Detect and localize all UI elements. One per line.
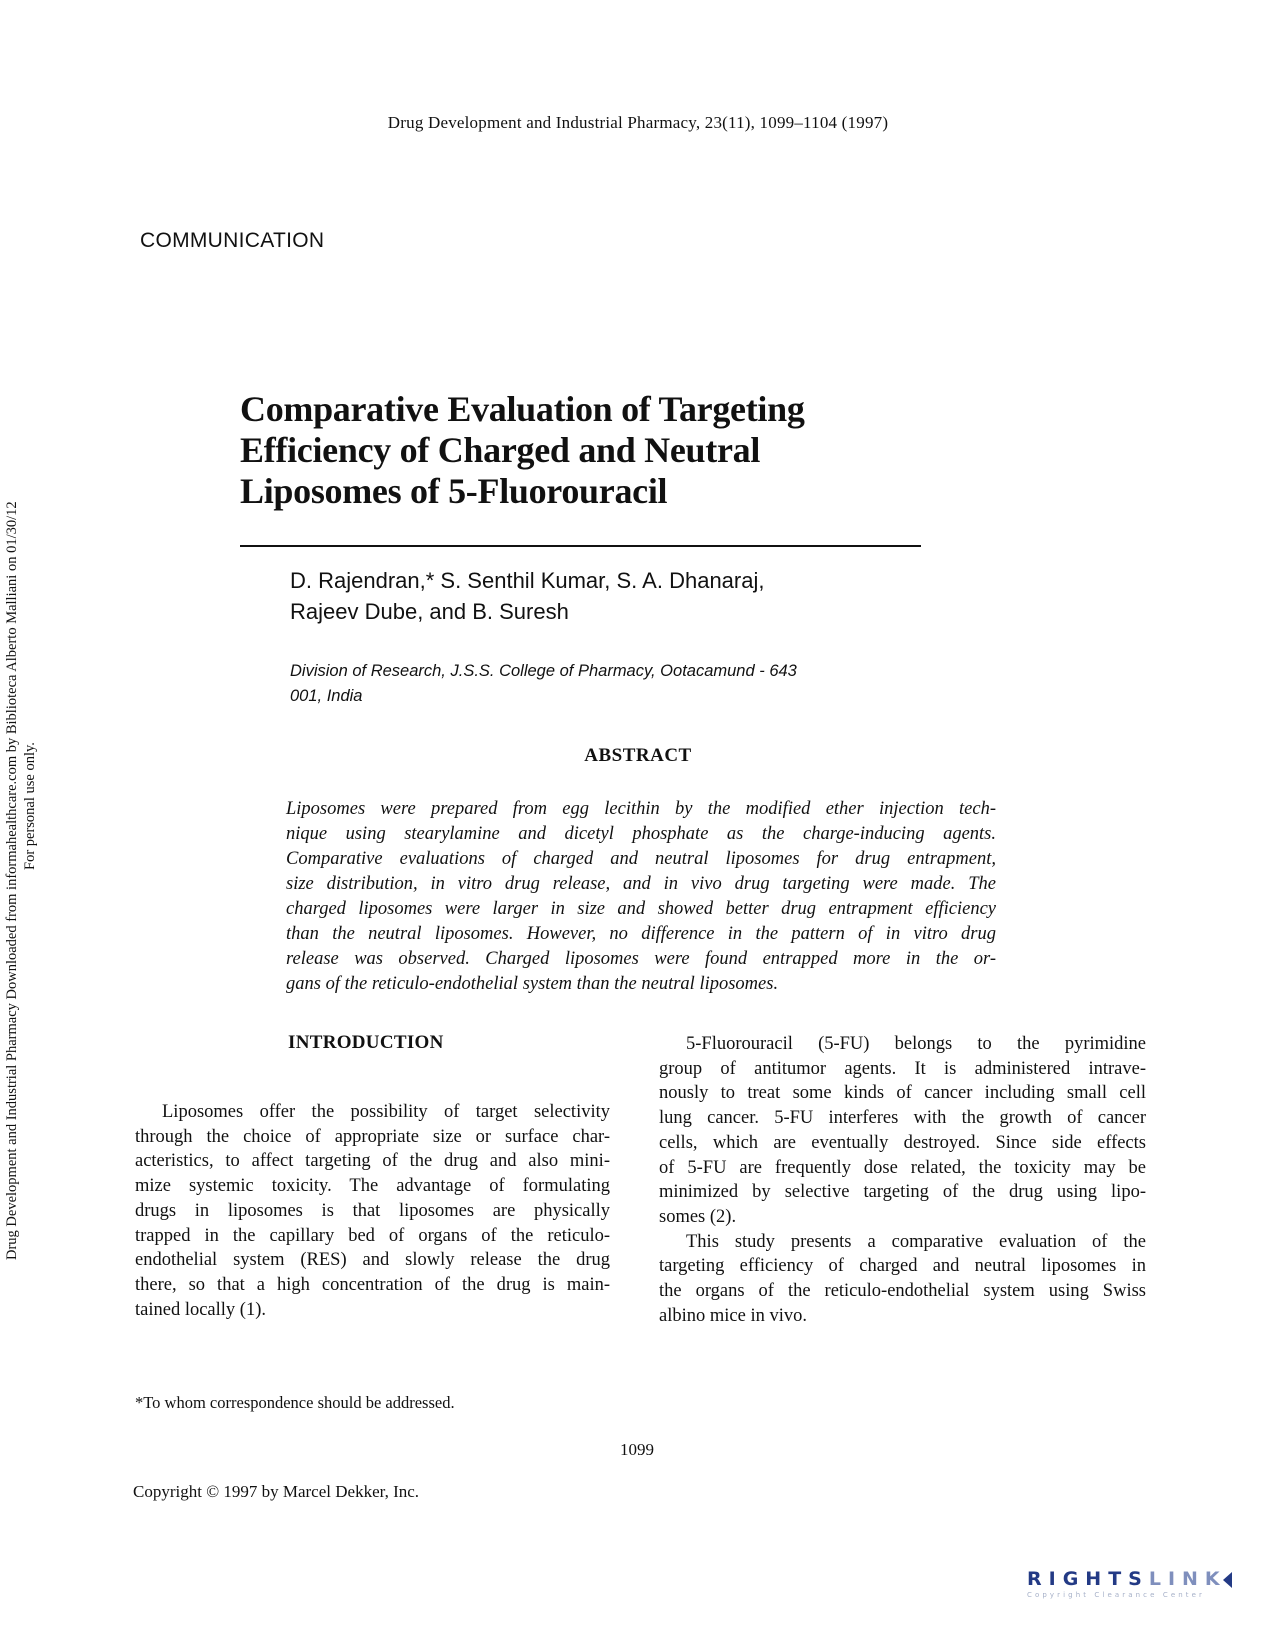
affiliation [290,659,797,709]
body-line: somes (2). [659,1206,737,1227]
download-watermark [0,0,60,1630]
introduction-left-column [135,1100,610,1322]
abstract-line: Comparative evaluations of charged and neutral liposomes for drug entrapment, [286,849,996,869]
author-line: D. Rajendran,* S. Senthil Kumar, S. A. Dhanaraj, [290,568,765,593]
body-line: cells, which are eventually destroyed. Since side effects [659,1132,1146,1153]
article-title [240,389,920,512]
rightslink-logo[interactable] [1027,1568,1227,1599]
title-line: Comparative Evaluation of Targeting [240,389,805,429]
abstract-line: release was observed. Charged liposomes were found entrapped more in the or- [286,949,996,969]
body-line: trapped in the capillary bed of organs of the reticulo- [135,1225,610,1246]
title-divider [240,545,921,547]
affiliation-line: Division of Research, J.S.S. College of Pharmacy, Ootacamund - 643 [290,662,797,680]
body-line: minimized by selective targeting of the drug using lipo- [659,1182,1146,1203]
introduction-right-column [659,1032,1146,1328]
body-line: nously to treat some kinds of cancer including small cell [659,1083,1146,1104]
body-line: This study presents a comparative evaluation of the [686,1231,1146,1252]
body-line: the organs of the reticulo-endothelial system using Swiss [659,1281,1146,1302]
body-line: 5-Fluorouracil (5-FU) belongs to the pyrimidine [686,1034,1146,1054]
watermark-line-1: Drug Development and Industrial Pharmacy Downloaded from informahealthcare.com by Biblioteca Alberto Malliani on 01/30/12 [4,501,20,1260]
rightslink-arrow-icon [1223,1572,1232,1588]
introduction-heading: INTRODUCTION [288,1032,444,1053]
body-line: targeting efficiency of charged and neutral liposomes in [659,1256,1146,1277]
body-line: lung cancer. 5-FU interferes with the growth of cancer [659,1108,1146,1129]
rightslink-wordmark [1027,1568,1227,1590]
abstract-line: nique using stearylamine and dicetyl phosphate as the charge-inducing agents. [286,824,996,844]
running-head [0,113,1276,133]
title-line: Liposomes of 5-Fluorouracil [240,471,668,511]
journal-citation: Drug Development and Industrial Pharmacy, 23(11), 1099–1104 (1997) [387,113,889,132]
body-line: endothelial system (RES) and slowly release the drug [135,1250,610,1271]
body-line: mize systemic toxicity. The advantage of formulating [135,1176,610,1197]
rightslink-brand-dark: RIGHTS [1027,1568,1149,1590]
body-line: acteristics, to affect targeting of the drug and also mini- [135,1151,610,1172]
body-line: Liposomes offer the possibility of target selectivity [162,1102,610,1122]
body-line: of 5-FU are frequently dose related, the toxicity may be [659,1157,1146,1178]
article-type-label: COMMUNICATION [140,229,325,252]
abstract-line: gans of the reticulo-endothelial system than the neutral liposomes. [286,974,779,994]
body-line: there, so that a high concentration of the drug is main- [135,1274,610,1295]
abstract-line: than the neutral liposomes. However, no difference in the pattern of in vitro drug [286,924,996,944]
abstract-line: Liposomes were prepared from egg lecithin by the modified ether injection tech- [286,799,996,819]
body-line: through the choice of appropriate size or surface char- [135,1126,610,1147]
author-list [290,565,764,627]
page-number: 1099 [620,1440,654,1459]
rightslink-subtitle: Copyright Clearance Center [1027,1591,1206,1599]
abstract-line: size distribution, in vitro drug release, and in vivo drug targeting were made. The [286,874,996,894]
abstract-line: charged liposomes were larger in size and showed better drug entrapment efficiency [286,899,996,919]
correspondence-footnote: *To whom correspondence should be addressed. [135,1393,455,1412]
author-line: Rajeev Dube, and B. Suresh [290,599,569,624]
abstract-body [286,797,996,997]
watermark-line-2: For personal use only. [22,742,38,870]
rightslink-brand-light: LINK [1148,1568,1227,1590]
body-line: albino mice in vivo. [659,1305,807,1326]
abstract-heading: ABSTRACT [584,745,692,766]
copyright-notice: Copyright © 1997 by Marcel Dekker, Inc. [133,1482,420,1501]
body-line: drugs in liposomes is that liposomes are physically [135,1200,610,1221]
title-line: Efficiency of Charged and Neutral [240,430,761,470]
affiliation-line: 001, India [290,687,363,705]
body-line: group of antitumor agents. It is administered intrave- [659,1058,1146,1079]
body-line: tained locally (1). [135,1299,266,1320]
